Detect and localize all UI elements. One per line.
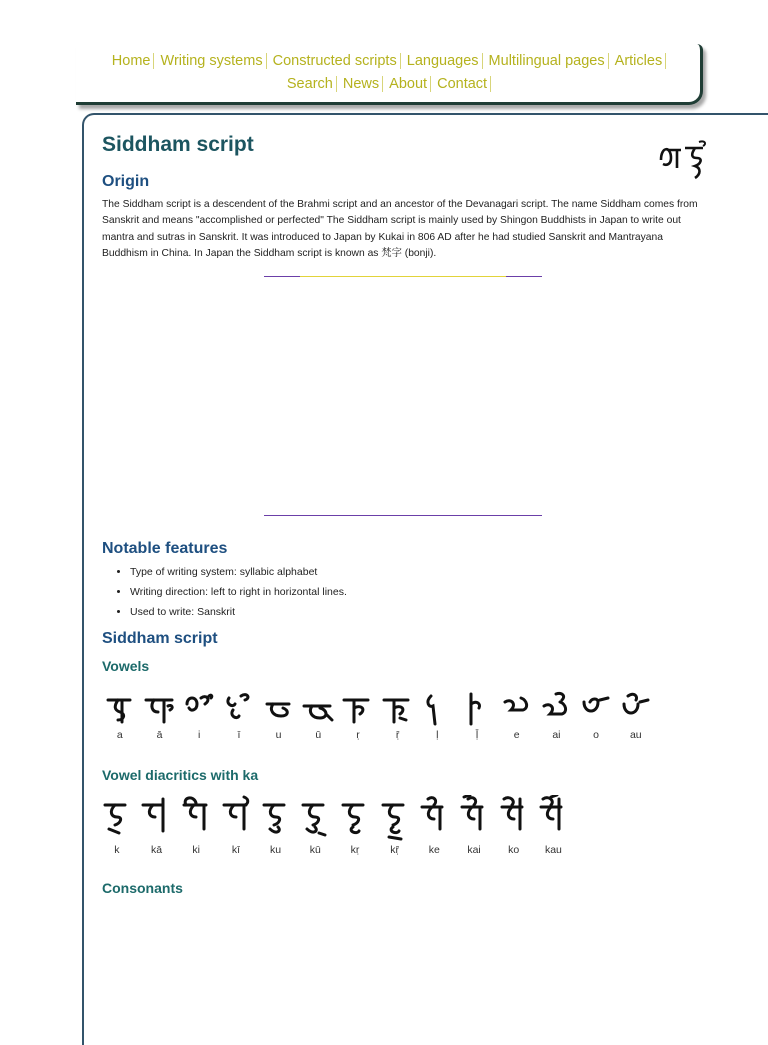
- vowels-row: [100, 690, 656, 741]
- vowel-label: ū: [315, 729, 322, 741]
- diacritics-row: [97, 795, 573, 856]
- vowel-cell: [497, 690, 537, 741]
- vowel-cell: [616, 690, 656, 741]
- diacritic-glyph-icon: [458, 795, 490, 841]
- diacritic-cell: [256, 795, 296, 856]
- vowel-cell: [179, 690, 219, 741]
- vowel-cell: [338, 690, 378, 741]
- vowel-label: u: [275, 729, 282, 741]
- diacritic-glyph-icon: [537, 795, 569, 841]
- siddham-logo-icon: [655, 138, 717, 182]
- list-item: • Used to write: Sanskrit: [130, 604, 347, 624]
- nav-row-1: [76, 52, 700, 70]
- vowel-label: i: [198, 729, 201, 741]
- origin-text: The Siddham script is a descendent of the Brahmi script and an ancestor of the Devanagari script. The name Siddham comes from Sanskrit and means "accomplished or perfected" The Siddham script is mainly used by Shingon Buddhists in Japan to write out mantra and sutras in Sanskrit. It was introduced to Japan by Kukai in 806 AD after he had studied Sanskrit and Mantrayana Buddhism in China. In Japan the Siddham script is known as 梵字 (bonji).: [102, 199, 698, 259]
- features-list: [102, 564, 347, 624]
- diacritic-cell: [494, 795, 534, 856]
- diacritic-label: ku: [270, 844, 282, 856]
- diacritic-cell: [97, 795, 137, 856]
- diacritic-label: kī: [231, 844, 240, 856]
- vowel-label: e: [513, 729, 520, 741]
- diacritic-label: kū: [309, 844, 321, 856]
- diacritic-cell: [335, 795, 375, 856]
- ad-divider-bottom: [264, 515, 542, 516]
- vowel-glyph-icon: [421, 690, 453, 726]
- nav-contact[interactable]: Contact: [435, 76, 491, 92]
- vowel-glyph-icon: [183, 690, 215, 726]
- vowel-glyph-icon: [382, 690, 414, 726]
- vowel-glyph-icon: [501, 690, 533, 726]
- vowel-label: a: [116, 729, 123, 741]
- vowel-label: au: [629, 729, 642, 741]
- nav-news[interactable]: News: [341, 76, 383, 92]
- vowel-cell: [576, 690, 616, 741]
- vowel-label: ī: [237, 729, 241, 741]
- diacritic-cell: [137, 795, 177, 856]
- nav-row-2: [76, 75, 700, 93]
- nav-about[interactable]: About: [387, 76, 431, 92]
- vowel-label: ḷ: [436, 729, 439, 741]
- diacritic-glyph-icon: [379, 795, 411, 841]
- vowels-heading: Vowels: [102, 658, 150, 674]
- diacritic-glyph-icon: [141, 795, 173, 841]
- vowel-label: o: [593, 729, 600, 741]
- vowel-label: ṝ: [395, 729, 400, 741]
- diacritic-glyph-icon: [260, 795, 292, 841]
- nav-home[interactable]: Home: [110, 53, 155, 69]
- diacritic-cell: [415, 795, 455, 856]
- page-title: Siddham script: [102, 133, 254, 156]
- vowel-glyph-icon: [144, 690, 176, 726]
- diacritic-glyph-icon: [339, 795, 371, 841]
- diacritic-label: kṛ: [350, 844, 360, 856]
- origin-heading: Origin: [102, 173, 150, 190]
- nav-languages[interactable]: Languages: [405, 53, 483, 69]
- ad-divider-top: [264, 276, 542, 277]
- diacritic-glyph-icon: [418, 795, 450, 841]
- vowel-cell: [378, 690, 418, 741]
- diacritic-glyph-icon: [299, 795, 331, 841]
- vowel-glyph-icon: [302, 690, 334, 726]
- vowel-glyph-icon: [104, 690, 136, 726]
- vowel-cell: [537, 690, 577, 741]
- diacritic-cell: [295, 795, 335, 856]
- nav-constructed-scripts[interactable]: Constructed scripts: [271, 53, 401, 69]
- vowel-glyph-icon: [540, 690, 572, 726]
- vowel-glyph-icon: [461, 690, 493, 726]
- vowel-cell: [457, 690, 497, 741]
- diacritic-cell: [216, 795, 256, 856]
- vowel-cell: [418, 690, 458, 741]
- diacritic-label: kā: [150, 844, 163, 856]
- diacritic-glyph-icon: [101, 795, 133, 841]
- diacritic-glyph-icon: [180, 795, 212, 841]
- vowel-cell: [140, 690, 180, 741]
- diacritic-cell: [375, 795, 415, 856]
- list-item: • Type of writing system: syllabic alphabet: [130, 564, 347, 584]
- diacritic-label: kau: [544, 844, 562, 856]
- vowel-label: ḹ: [475, 729, 479, 741]
- diacritic-label: ke: [428, 844, 440, 856]
- diacritic-label: ko: [508, 844, 520, 856]
- consonants-heading: Consonants: [102, 880, 183, 896]
- vowel-glyph-icon: [580, 690, 612, 726]
- nav-search[interactable]: Search: [285, 76, 337, 92]
- diacritic-label: kṝ: [390, 844, 400, 856]
- vowel-cell: [100, 690, 140, 741]
- nav-writing-systems[interactable]: Writing systems: [159, 53, 267, 69]
- list-item: • Writing direction: left to right in horizontal lines.: [130, 584, 347, 604]
- diacritic-cell: [534, 795, 574, 856]
- diacritic-glyph-icon: [220, 795, 252, 841]
- vowel-label: ṛ: [356, 729, 360, 741]
- vowel-glyph-icon: [342, 690, 374, 726]
- nav-articles[interactable]: Articles: [613, 53, 667, 69]
- vowel-label: ā: [156, 729, 163, 741]
- diacritic-cell: [454, 795, 494, 856]
- script-heading: Siddham script: [102, 630, 218, 647]
- vowel-cell: [298, 690, 338, 741]
- top-nav: [76, 44, 703, 105]
- diacritic-label: ki: [192, 844, 201, 856]
- vowel-cell: [219, 690, 259, 741]
- vowel-glyph-icon: [263, 690, 295, 726]
- diacritic-cell: [176, 795, 216, 856]
- diacritic-label: k: [114, 844, 120, 856]
- vowel-glyph-icon: [223, 690, 255, 726]
- features-heading: Notable features: [102, 540, 228, 557]
- diacritics-heading: Vowel diacritics with ka: [102, 767, 259, 783]
- diacritic-glyph-icon: [498, 795, 530, 841]
- nav-multilingual-pages[interactable]: Multilingual pages: [487, 53, 609, 69]
- diacritic-label: kai: [467, 844, 481, 856]
- vowel-cell: [259, 690, 299, 741]
- vowel-glyph-icon: [620, 690, 652, 726]
- vowel-label: ai: [552, 729, 561, 741]
